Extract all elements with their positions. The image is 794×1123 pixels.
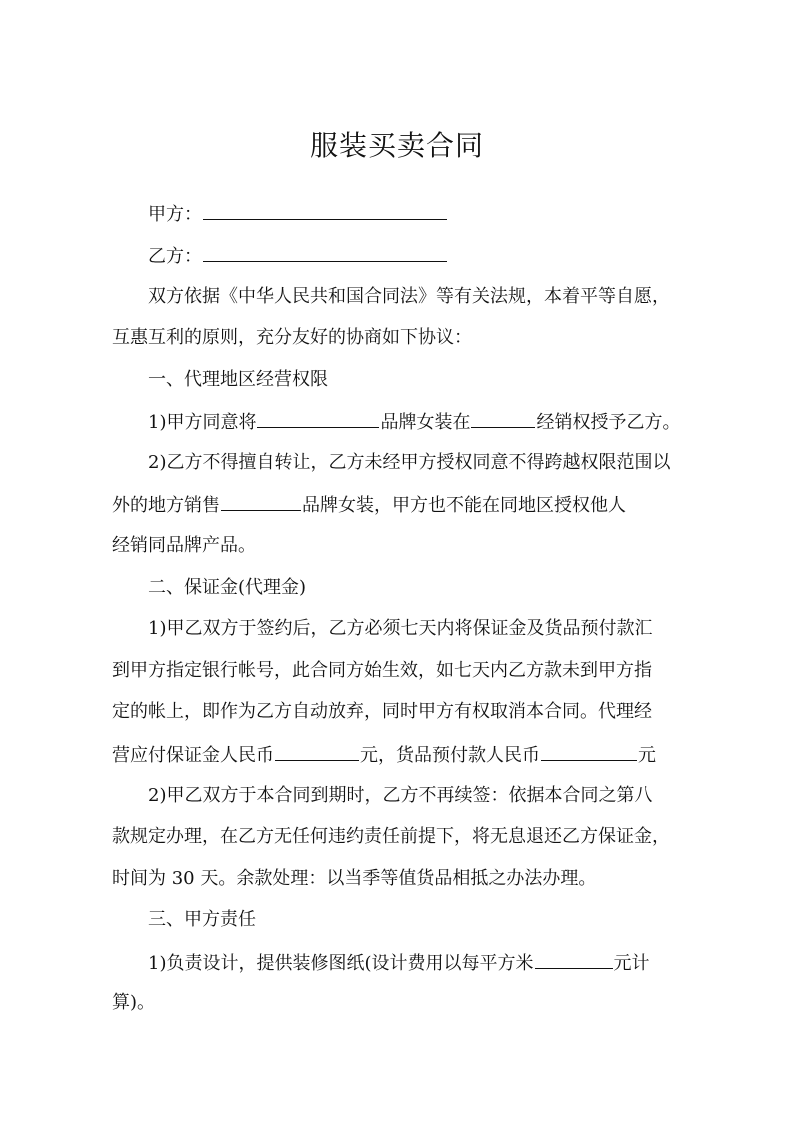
section-2-heading: 二、保证金(代理金) (148, 577, 307, 598)
section-1-item-2-line-2-suffix: 品牌女装，甲方也不能在同地区授权他人 (302, 495, 626, 516)
prepayment-amount-blank[interactable] (541, 742, 637, 761)
section-1-item-2-line-3: 经销同品牌产品。 (112, 535, 256, 556)
design-fee-blank[interactable] (535, 950, 613, 969)
brand-blank[interactable] (257, 409, 379, 428)
section-3-item-1-line-1 (148, 950, 650, 976)
section-1-item-2-line-1: 2)乙方不得擅自转让，乙方未经甲方授权同意不得跨越权限范围以 (148, 452, 671, 473)
brand-sales-blank[interactable] (221, 492, 301, 511)
design-fee-unit: 元计 (613, 953, 650, 974)
design-fee-label: 1)负责设计，提供装修图纸(设计费用以每平方米 (148, 953, 534, 974)
section-1-item-1-prefix: 1)甲方同意将 (148, 412, 257, 433)
section-1-heading: 一、代理地区经营权限 (148, 369, 328, 390)
preamble-line-1: 双方依据《中华人民共和国合同法》等有关法规，本着平等自愿， (148, 286, 670, 307)
prepayment-label: 元，货品预付款人民币 (360, 745, 540, 766)
section-3-heading: 三、甲方责任 (148, 909, 256, 930)
party-b-label: 乙方： (148, 246, 202, 267)
preamble-line-2: 互惠互利的原则，充分友好的协商如下协议： (112, 327, 472, 348)
section-1-item-2-line-2 (112, 492, 626, 518)
section-1-item-1-middle: 品牌女装在 (380, 412, 471, 433)
region-blank[interactable] (471, 409, 535, 428)
section-2-item-1-line-1: 1)甲乙双方于签约后，乙方必须七天内将保证金及货品预付款汇 (148, 618, 653, 639)
section-2-item-2-line-2: 款规定办理，在乙方无任何违约责任前提下，将无息退还乙方保证金， (112, 826, 670, 847)
section-2-item-1-line-4 (112, 742, 656, 768)
section-2-item-1-line-3: 定的帐上，即作为乙方自动放弃，同时甲方有权取消本合同。代理经 (112, 701, 652, 722)
currency-unit-label: 元 (638, 745, 656, 766)
party-a-label: 甲方： (148, 204, 202, 225)
party-b-line (148, 243, 448, 269)
section-1-item-1 (148, 409, 680, 435)
section-2-item-2-line-3: 时间为 30 天。余款处理：以当季等值货品相抵之办法办理。 (112, 868, 597, 889)
party-a-blank[interactable] (203, 201, 447, 220)
deposit-amount-blank[interactable] (275, 742, 359, 761)
document-title: 服装买卖合同 (309, 129, 484, 162)
deposit-label: 营应付保证金人民币 (112, 745, 274, 766)
section-1-item-1-suffix: 经销权授予乙方。 (536, 412, 681, 433)
section-2-item-1-line-2: 到甲方指定银行帐号，此合同方始生效，如七天内乙方款未到甲方指 (112, 660, 652, 681)
section-3-item-1-line-2: 算)。 (112, 992, 156, 1013)
party-a-line (148, 201, 448, 227)
section-2-item-2-line-1: 2)甲乙双方于本合同到期时，乙方不再续签：依据本合同之第八 (148, 785, 653, 806)
section-1-item-2-line-2-prefix: 外的地方销售 (112, 495, 220, 516)
party-b-blank[interactable] (203, 243, 447, 262)
